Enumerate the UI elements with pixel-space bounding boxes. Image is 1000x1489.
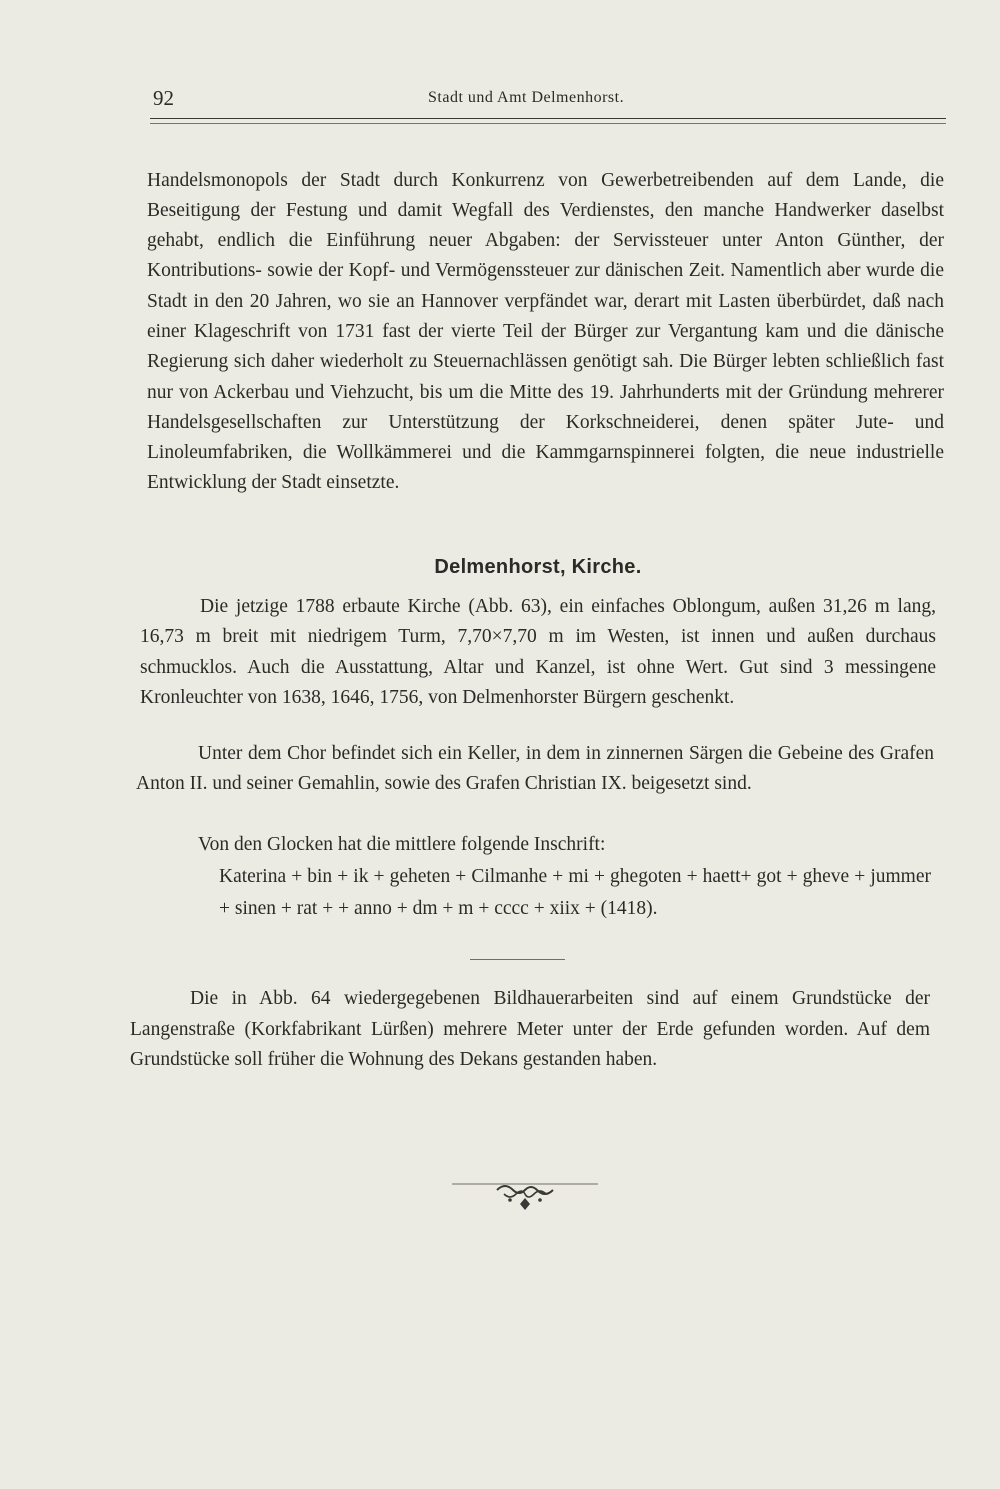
header-rule-thin [150,123,946,124]
section-divider [470,959,565,960]
running-head [150,86,946,112]
crypt-paragraph: Unter dem Chor befindet sich ein Keller, in dem in zinnernen Särgen die Gebeine des Grafen Anton II. und seiner Gemahlin, sowie des Grafen Christian IX. beigesetzt sind. [136,743,934,795]
closing-paragraph: Die in Abb. 64 wiedergegebenen Bildhauerarbeiten sind auf einem Grundstücke der Langenstraße (Korkfabrikant Lürßen) mehrere Meter unter der Erde gefunden worden. Auf dem Grundstücke soll früher die Wohnung des Dekans gestanden haben. [130,988,930,1070]
header-rule [150,118,946,119]
bell-inscription: Katerina + bin + ik + geheten + Cilmanhe + mi + ghegoten + haett+ got + gheve + jummer + sinen + rat + + anno + dm + m + cccc + xiix + (1418). [219,866,931,919]
intro-paragraph: Handelsmonopols der Stadt durch Konkurrenz von Gewerbetreibenden auf dem Lande, die Beseitigung der Festung und damit Wegfall des Verdienstes, den manche Handwerker daselbst gehabt, endlich die Einführung neuer Abgaben: der Servissteuer unter Anton Günther, der Kontributions- sowie der Kopf- und Vermögenssteuer zur dänischen Zeit. Namentlich aber wurde die Stadt in den 20 Jahren, wo sie an Hannover verpfändet war, derart mit Lasten überbürdet, daß nach einer Klageschrift von 1731 fast der vierte Teil der Bürger zur Vergantung kam und die dänische Regierung sich daher wiederholt zu Steuernachlässen genötigt sah. Die Bürger lebten schließlich fast nur von Ackerbau und Viehzucht, bis um die Mitte des 19. Jahrhunderts mit der Gründung mehrerer Handelsgesellschaften zur Unterstützung der Korkschneiderei, denen später Jute- und Linoleumfabriken, die Wollkämmerei und die Kammgarnspinnerei folgten, die neue industrielle Entwicklung der Stadt einsetzte. [147,169,944,494]
section-heading: Delmenhorst, Kirche. [434,556,642,578]
running-title: Stadt und Amt Delmenhorst. [428,89,625,106]
bells-paragraph: Von den Glocken hat die mittlere folgende Inschrift: [198,834,606,855]
tailpiece-ornament-icon [452,1172,598,1222]
page-number: 92 [153,86,174,110]
church-description-paragraph: Die jetzige 1788 erbaute Kirche (Abb. 63), ein einfaches Oblongum, außen 31,26 m lang, 16,73 m breit mit niedrigem Turm, 7,70×7,70 m im Westen, ist innen und außen durchaus schmucklos. Auch die Ausstattung, Altar und Kanzel, ist ohne Wert. Gut sind 3 messingene Kronleuchter von 1638, 1646, 1756, von Delmenhorster Bürgern geschenkt. [140,596,936,708]
